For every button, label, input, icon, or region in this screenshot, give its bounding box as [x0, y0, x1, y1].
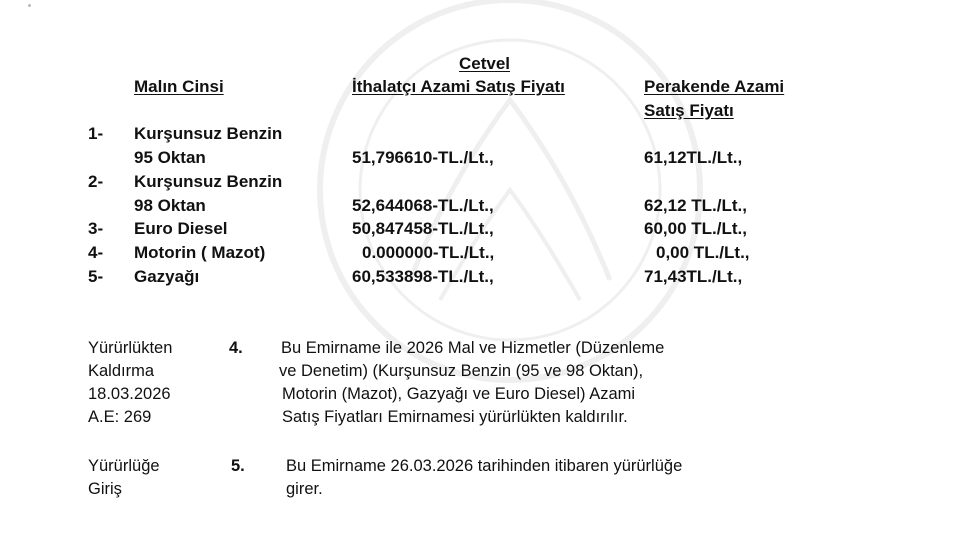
row-number: 1- [88, 124, 104, 143]
row-number: 5- [88, 267, 104, 286]
section-text-line: Bu Emirname 26.03.2026 tarihinden itibaren yürürlüğe [286, 457, 683, 475]
margin-note-line: 18.03.2026 [88, 385, 171, 403]
retail-price: 60,00 TL./Lt., [644, 219, 747, 238]
section-text-line: girer. [286, 480, 323, 498]
margin-note-line: Giriş [88, 480, 122, 498]
importer-price: 51,796610-TL./Lt., [352, 148, 494, 167]
importer-price: 60,533898-TL./Lt., [352, 267, 494, 286]
margin-note-line: Yürürlüğe [88, 457, 160, 475]
product-name: Motorin ( Mazot) [134, 243, 266, 262]
section-number: 5. [231, 457, 245, 475]
scan-dot [28, 4, 31, 7]
margin-note-line: Kaldırma [88, 362, 155, 380]
header-retail-price-line2: Satış Fiyatı [644, 101, 734, 120]
header-retail-price-line1: Perakende Azami [644, 77, 785, 96]
retail-price: 0,00 TL./Lt., [656, 243, 750, 262]
retail-price: 71,43TL./Lt., [644, 267, 743, 286]
importer-price: 50,847458-TL./Lt., [352, 219, 494, 238]
product-name-line2: 95 Oktan [134, 148, 206, 167]
product-name: Euro Diesel [134, 219, 228, 238]
section-text-line: ve Denetim) (Kurşunsuz Benzin (95 ve 98 Oktan), [279, 362, 644, 380]
importer-price: 0.000000-TL./Lt., [362, 243, 495, 262]
section-text-line: Motorin (Mazot), Gazyağı ve Euro Diesel) Azami [282, 385, 636, 403]
row-number: 4- [88, 243, 104, 262]
margin-note-line: Yürürlükten [88, 339, 173, 357]
product-name: Gazyağı [134, 267, 200, 286]
section-text-line: Bu Emirname ile 2026 Mal ve Hizmetler (Düzenleme [281, 339, 665, 357]
retail-price: 61,12TL./Lt., [644, 148, 743, 167]
row-number: 2- [88, 172, 104, 191]
section-number: 4. [229, 339, 243, 357]
product-name: Kurşunsuz Benzin [134, 172, 283, 191]
table-caption: Cetvel [459, 54, 511, 73]
retail-price: 62,12 TL./Lt., [644, 196, 747, 215]
header-product: Malın Cinsi [134, 77, 224, 96]
product-name-line2: 98 Oktan [134, 196, 206, 215]
margin-note-line: A.E: 269 [88, 408, 152, 426]
section-text-line: Satış Fiyatları Emirnamesi yürürlükten kaldırılır. [282, 408, 628, 426]
header-importer-price: İthalatçı Azami Satış Fiyatı [352, 77, 565, 96]
importer-price: 52,644068-TL./Lt., [352, 196, 494, 215]
row-number: 3- [88, 219, 104, 238]
product-name: Kurşunsuz Benzin [134, 124, 283, 143]
